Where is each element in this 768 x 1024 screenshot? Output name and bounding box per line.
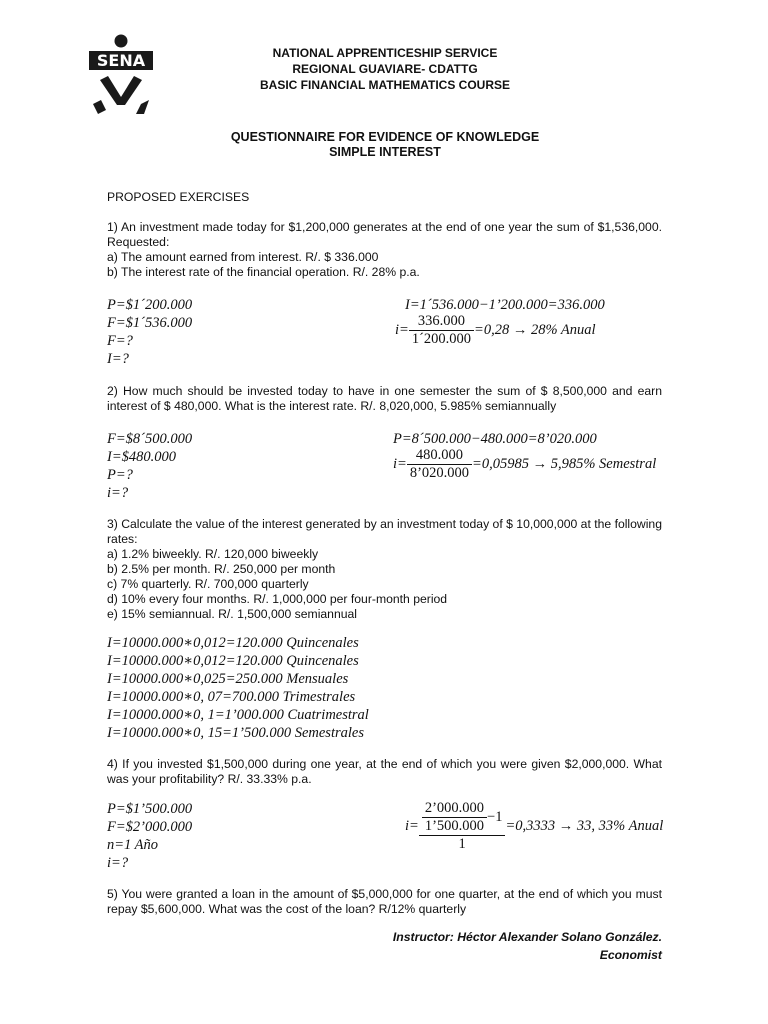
exercise-3-item: d) 10% every four months. R/. 1,000,000 per four-month period [107,592,448,606]
exercise-3-text [107,517,662,622]
exercise-1-calc: I=1´536.000−1’200.000=336.000 [405,297,605,313]
given-line: F=$2’000.000 [107,819,193,835]
exercise-4-givens [107,800,192,872]
exercise-3-item: b) 2.5% per month. R/. 250,000 per month [107,562,336,576]
given-line: F=? [107,333,133,349]
instructor-name: Instructor: Héctor Alexander Solano González. [392,930,662,944]
exercise-2-calc: P=8´500.000−480.000=8’020.000 [393,431,597,447]
inner-fraction-denominator: 1’500.000 [424,818,485,834]
exercise-1-text [107,220,662,280]
exercise-2-rate-formula [393,447,656,482]
logo-text: SENA [96,51,146,70]
sena-logo-graphic [88,34,168,118]
questionnaire-title-block [200,130,570,160]
calc-line: I=10000.000∗0,025=250.000 Mensuales [107,671,349,687]
questionnaire-subtitle: SIMPLE INTEREST [329,145,441,159]
header-line-institution: NATIONAL APPRENTICESHIP SERVICE [272,46,498,60]
header-line-regional: REGIONAL GUAVIARE- CDATTG [292,62,478,76]
inner-fraction [422,800,487,835]
calc-line: I=10000.000∗0, 15=1’500.000 Semestrales [107,725,364,741]
formula-prefix: i= [405,817,419,834]
given-line: I=? [107,351,129,367]
header-line-course: BASIC FINANCIAL MATHEMATICS COURSE [260,78,510,92]
formula-result: =0,05985 → 5,985% Semestral [472,455,657,472]
exercise-1-givens [107,296,192,368]
fraction-denominator: 8’020.000 [409,465,470,481]
exercise-3-item: c) 7% quarterly. R/. 700,000 quarterly [107,577,309,591]
fraction-denominator: 1´200.000 [411,331,472,347]
given-line: n=1 Año [107,837,159,853]
exercise-1-statement: 1) An investment made today for $1,200,000 generates at the end of one year the sum of $1,536,000. Requested: [107,220,662,249]
exercise-3-calcs [107,634,369,742]
exercise-5-text [107,887,662,917]
formula-result: =0,3333 → 33, 33% Anual [505,817,664,834]
institution-header [200,45,570,93]
given-line: P=$1´200.000 [107,297,193,313]
calc-line: I=10000.000∗0, 07=700.000 Trimestrales [107,689,356,705]
given-line: i=? [107,855,129,871]
formula-result: =0,28 → 28% Anual [474,321,596,338]
exercise-3-item: a) 1.2% biweekly. R/. 120,000 biweekly [107,547,319,561]
exercise-5-statement: 5) You were granted a loan in the amount of $5,000,000 for one quarter, at the end of which you must repay $5,600,000. What was the cost of the loan? R/12% quarterly [107,887,662,916]
fraction-numerator: 480.000 [407,447,472,465]
inner-fraction-numerator: 2’000.000 [422,800,487,818]
given-line: F=$8´500.000 [107,431,193,447]
exercise-4-statement: 4) If you invested $1,500,000 during one year, at the end of which you were given $2,000,000. What was your profitability? R/. 33.33% p.a. [107,757,662,786]
exercise-3-statement: 3) Calculate the value of the interest generated by an investment today of $ 10,000,000 at the following rates: [107,517,662,546]
calc-line: I=10000.000∗0, 1=1’000.000 Cuatrimestral [107,707,369,723]
exercise-2-text [107,384,662,414]
outer-fraction-denominator: 1 [458,836,466,852]
given-line: I=$480.000 [107,449,176,465]
given-line: P=$1’500.000 [107,801,193,817]
formula-prefix: i= [393,455,407,472]
questionnaire-title: QUESTIONNAIRE FOR EVIDENCE OF KNOWLEDGE [230,130,540,144]
given-line: i=? [107,485,129,501]
exercise-1-part-a: a) The amount earned from interest. R/. $ 336.000 [107,250,379,264]
outer-fraction [419,800,506,853]
section-heading: PROPOSED EXERCISES [107,190,250,204]
outer-fraction-numerator [419,800,506,836]
fraction-numerator: 336.000 [409,313,474,331]
exercise-4-rate-formula [405,800,663,853]
minus-one: −1 [487,808,503,825]
formula-prefix: i= [395,321,409,338]
given-line: F=$1´536.000 [107,315,193,331]
sena-logo-icon [88,34,168,118]
exercise-4-text [107,757,662,787]
given-line: P=? [107,467,133,483]
exercise-2-statement: 2) How much should be invested today to have in one semester the sum of $ 8,500,000 and earn interest of $ 480,000. What is the interest rate. R/. 8,020,000, 5.985% semiannually [107,384,662,413]
exercise-1-rate-formula [395,313,596,348]
fraction [407,447,472,482]
exercise-2-givens [107,430,192,502]
exercise-3-item: e) 15% semiannual. R/. 1,500,000 semiannual [107,607,357,621]
fraction [409,313,474,348]
instructor-role: Economist [599,948,662,962]
calc-line: I=10000.000∗0,012=120.000 Quincenales [107,653,359,669]
calc-line: I=10000.000∗0,012=120.000 Quincenales [107,635,359,651]
exercise-1-part-b: b) The interest rate of the financial operation. R/. 28% p.a. [107,265,420,279]
instructor-signature-block [360,928,662,964]
